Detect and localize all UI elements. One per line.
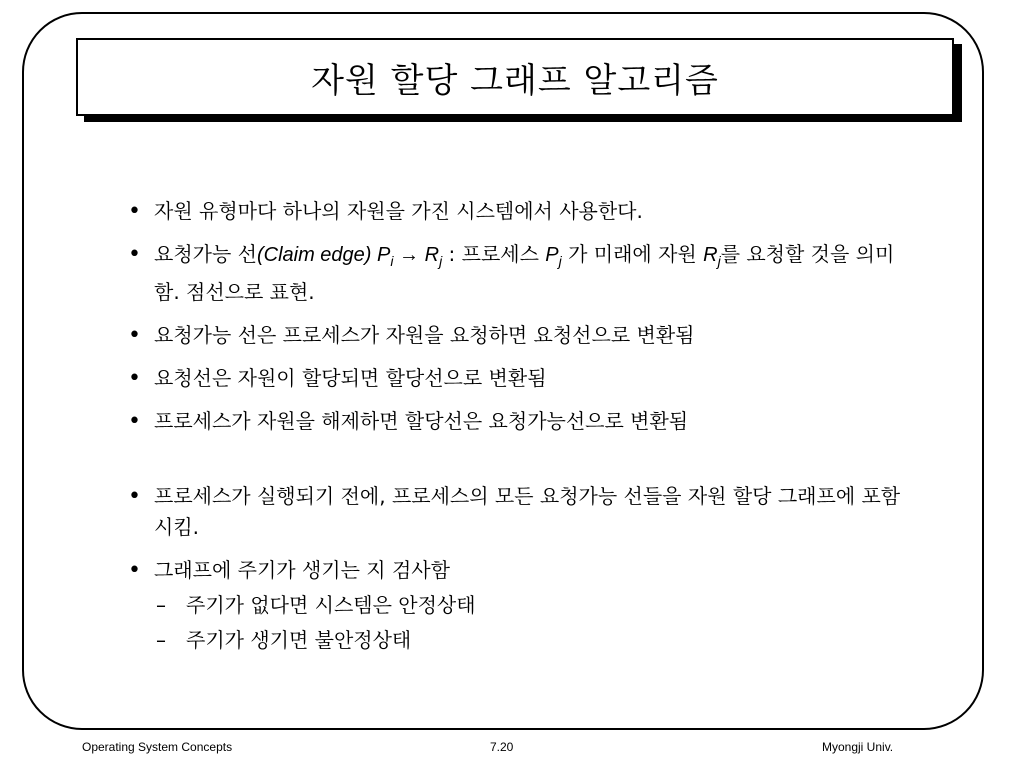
- footer-university: Myongji Univ.: [822, 740, 894, 754]
- bullet-marker: •: [128, 242, 141, 267]
- sub-bullet-text: 주기가 없다면 시스템은 안정상태: [186, 593, 476, 617]
- bullet-text: 그래프에 주기가 생기는 지 검사함: [154, 558, 450, 582]
- bullet-marker: •: [128, 409, 141, 434]
- bullet-item: [128, 555, 918, 586]
- bullet-item: [128, 481, 918, 543]
- title-box: [76, 38, 954, 116]
- bullet-text: 프로세스가 실행되기 전에, 프로세스의 모든 요청가능 선들을 자원 할당 그래프에 포함시킴.: [154, 484, 901, 539]
- claim-edge-label: (Claim edge): [256, 244, 378, 266]
- resource-subscript-2: j: [717, 253, 721, 269]
- bullet-text: 요청가능 선은 프로세스가 자원을 요청하면 요청선으로 변환됨: [154, 323, 695, 347]
- footer-page-number: 7.20: [490, 740, 514, 754]
- bullet-text: 요청선은 자원이 할당되면 할당선으로 변환됨: [154, 366, 547, 390]
- bullet-item-claim-edge: [128, 239, 918, 308]
- dash-marker: –: [156, 593, 166, 617]
- bullet-item: [128, 406, 918, 437]
- slide-title: 자원 할당 그래프 알고리즘: [311, 60, 719, 101]
- bullet-text: 자원 유형마다 하나의 자원을 가진 시스템에서 사용한다.: [154, 199, 643, 223]
- claim-pre: 요청가능 선: [154, 242, 257, 266]
- bullet-marker: •: [128, 484, 141, 509]
- bullet-marker: •: [128, 199, 141, 224]
- process-subscript-2: j: [558, 253, 562, 269]
- claim-post: 를 요청할 것을 의미함. 점선으로 표현.: [154, 242, 895, 304]
- resource-symbol: R: [424, 244, 440, 266]
- bullet-item: [128, 363, 918, 394]
- process-symbol: P: [377, 244, 391, 266]
- dash-marker: –: [156, 628, 166, 652]
- process-symbol-2: P: [545, 244, 559, 266]
- sub-bullet-text: 주기가 생기면 불안정상태: [186, 628, 412, 652]
- process-subscript: i: [390, 253, 394, 269]
- arrow-symbol: →: [393, 244, 425, 266]
- bullet-marker: •: [128, 558, 141, 583]
- bullet-text: 프로세스가 자원을 해제하면 할당선은 요청가능선으로 변환됨: [154, 409, 689, 433]
- sub-bullet-item: [128, 625, 918, 656]
- bullet-item: [128, 320, 918, 351]
- bullet-marker: •: [128, 323, 141, 348]
- footer-course-name: Operating System Concepts: [82, 740, 233, 754]
- bullet-list: [128, 196, 918, 660]
- bullet-item: [128, 196, 918, 227]
- resource-symbol-2: R: [703, 244, 718, 266]
- bullet-marker: •: [128, 366, 141, 391]
- claim-colon: : 프로세스: [442, 242, 546, 266]
- resource-subscript: j: [439, 253, 443, 269]
- sub-bullet-item: [128, 590, 918, 621]
- claim-mid: 가 미래에 자원: [561, 242, 704, 266]
